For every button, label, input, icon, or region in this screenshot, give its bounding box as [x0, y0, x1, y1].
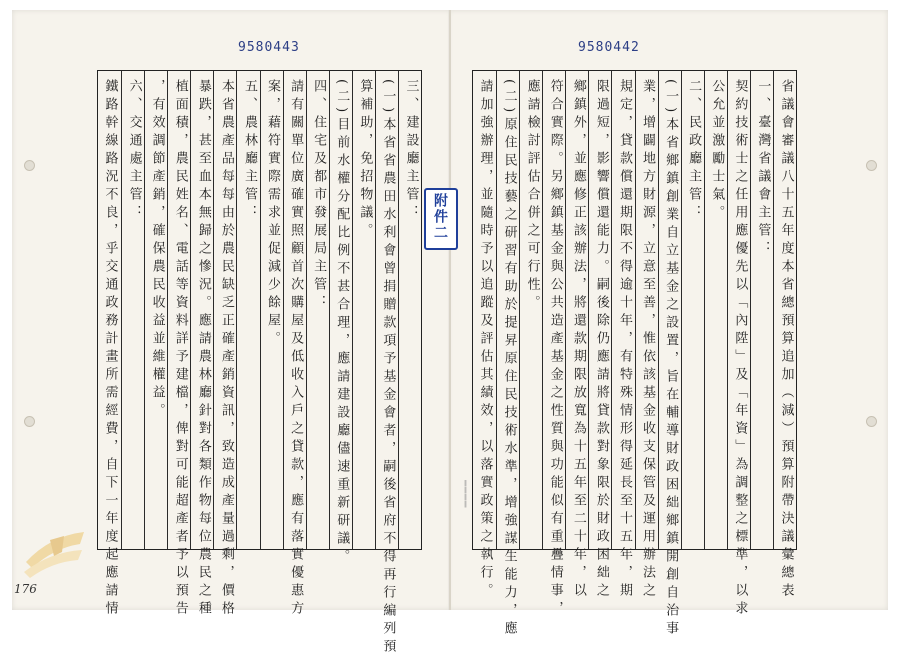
text-column — [98, 71, 121, 619]
column-text: 請加強辦理，並隨時予以追蹤及評估其績效，以落實政策之執行。 — [477, 79, 493, 601]
text-column — [167, 71, 191, 619]
text-column — [588, 71, 612, 601]
attachment-stamp — [424, 188, 458, 250]
column-text: 符合實際。另鄉鎮基金與公共造產基金之性質與功能似有重疊情事， — [547, 79, 563, 619]
column-text: 暴跌，甚至血本無歸之慘況。應請農林廳針對各類作物每位農民之種 — [195, 79, 211, 619]
column-text: 案，藉符實際需求並促減少餘屋。 — [265, 79, 281, 349]
column-text: 應請檢討評估合併之可行性。 — [524, 79, 540, 313]
text-column — [329, 71, 353, 568]
text-column — [658, 71, 682, 640]
text-column — [611, 71, 635, 601]
left-doc-number: 9580443 — [238, 40, 300, 55]
left-ruled-table — [97, 70, 422, 657]
binding-hole — [866, 160, 877, 171]
text-column — [635, 71, 659, 601]
column-text: 二、民政廳主管： — [686, 79, 702, 223]
column-text: 公允並激勵士氣。 — [709, 79, 725, 223]
column-text: 鄉鎮外，並應修正該辦法，將還款期限放寬為十五年至二十年，以 — [570, 79, 586, 601]
column-text: (一)本省省農田水利會曾捐贈款項予基金會者，嗣後省府不得再行編列預 — [380, 79, 396, 657]
column-text: 三、建設廳主管： — [403, 79, 419, 223]
right-ruled-table — [472, 70, 797, 640]
binding-hole — [866, 416, 877, 427]
column-text: 業，增闢地方財源，立意至善，惟依該基金收支保管及運用辦法之 — [640, 79, 656, 601]
binding-hole — [24, 160, 35, 171]
text-column — [352, 71, 376, 549]
text-column — [121, 71, 145, 549]
text-column — [306, 71, 330, 549]
column-text: 請有關單位廣確實照顧首次購屋及低收入戶之貸款，應有落實優惠方 — [288, 79, 304, 619]
right-doc-number: 9580442 — [578, 40, 640, 55]
column-text: 一、臺灣省議會主管： — [755, 79, 771, 259]
text-column — [144, 71, 168, 549]
column-text: 五、農林廳主管： — [241, 79, 257, 223]
column-text: 四、住宅及都市發展局主管： — [311, 79, 327, 313]
text-column — [236, 71, 260, 549]
archive-logo-icon — [20, 522, 90, 580]
text-column — [496, 71, 520, 640]
text-column — [681, 71, 705, 549]
text-column — [260, 71, 284, 549]
text-column — [190, 71, 214, 619]
text-column — [727, 71, 751, 619]
attachment-stamp-text: 附件二 — [432, 193, 448, 241]
column-text: 鐵路幹線路況不良，乎交通政務計畫所需經費，自下一年度起應請情 — [102, 79, 118, 619]
text-column — [519, 71, 543, 549]
text-column — [750, 71, 774, 549]
text-column — [398, 71, 422, 549]
column-text: 算補助，免招物議。 — [357, 79, 373, 241]
text-column — [773, 71, 797, 601]
binding-gutter — [449, 10, 451, 610]
text-column — [213, 71, 237, 619]
text-column — [565, 71, 589, 601]
text-column — [283, 71, 307, 619]
binding-hole — [24, 416, 35, 427]
column-text: ，有效調節產銷，確保農民收益並維權益。 — [149, 79, 165, 421]
column-text: 本省農產品每每由於農民缺乏正確產銷資訊，致造成產量過剩，價格 — [218, 79, 234, 619]
column-text: (一)本省鄉鎮創業自立基金之設置，旨在輔導財政困絀鄉鎮開創自治事 — [663, 79, 679, 640]
page-number: 176 — [14, 582, 37, 596]
column-text: 省議會審議八十五年度本省總預算追加（減）預算附帶決議彙總表 — [778, 79, 794, 601]
column-text: 規定，貸款償還期限不得逾十年，有特殊情形得延長至十五年，期 — [616, 79, 632, 601]
column-text: 六、交通處主管： — [126, 79, 142, 223]
text-column — [542, 71, 566, 619]
column-text: (二)原住民技藝之研習有助於提昇原住民技術水準，增強謀生能力，應 — [501, 79, 517, 640]
fold-mark: ‖‖‖‖ — [462, 480, 469, 508]
column-text: 植面積，農民姓名、電話等資料詳予建檔，俾對可能超產者予以預告 — [172, 79, 188, 619]
column-text: 限過短，影響償還能力。嗣後除仍應請將貸款對象限於財政困絀之 — [593, 79, 609, 601]
column-text: 契約技術士之任用應優先以「內陞」及「年資」為調整之標準，以求 — [732, 79, 748, 619]
column-text: (二)目前水權分配比例不甚合理，應請建設廳儘速重新研議。 — [334, 79, 350, 568]
text-column — [473, 71, 496, 601]
text-column — [704, 71, 728, 549]
text-column — [375, 71, 399, 657]
